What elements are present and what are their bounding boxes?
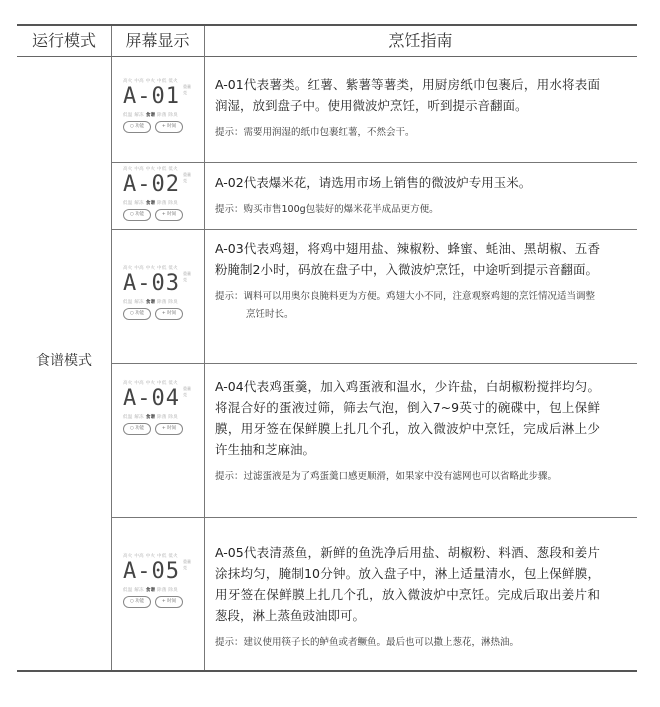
- display-top-labels: 高火 中高 中火 中低 低火: [123, 554, 178, 559]
- display-time-button: + 时间: [155, 209, 183, 221]
- table-header-rule: [17, 56, 637, 57]
- mode-label: 食谱模式: [36, 353, 92, 369]
- display-code: A-01: [123, 84, 180, 109]
- display-row-4: [123, 380, 191, 440]
- guide-tip: 提示：购买市售100g包装好的爆米花半成品更方便。: [215, 204, 439, 215]
- guide-tip: 提示：过滤蛋液是为了鸡蛋羹口感更顺滑，如果家中没有滤网也可以省略此步骤。: [215, 471, 558, 482]
- guide-text: A-04代表鸡蛋羹，加入鸡蛋液和温水，少许盐，白胡椒粉搅拌均匀。将混合好的蛋液过筛，筛去气泡，倒入7~9英寸的碗碟中，包上保鲜膜，用牙签在保鲜膜上扎几个孔，放入微波炉中烹饪，完成后淋上少许生抽和芝麻油。: [215, 379, 600, 457]
- guide-text: A-03代表鸡翅，将鸡中翅用盐、辣椒粉、蜂蜜、蚝油、黑胡椒、五香粉腌制2小时，码放在盘子中，入微波炉烹饪，中途听到提示音翻面。: [215, 241, 600, 277]
- column-divider-1: [111, 26, 112, 670]
- display-bottom-labels: 低温 解冻 食谱 除菌 除臭: [123, 415, 178, 420]
- display-row-3: [123, 265, 191, 325]
- guide-row-3: [215, 238, 600, 324]
- display-code: A-03: [123, 271, 180, 296]
- guide-row-1: [215, 74, 600, 142]
- display-function-button: ○ 功能: [123, 121, 151, 133]
- display-row-2: [123, 166, 191, 226]
- display-code: A-04: [123, 386, 180, 411]
- guide-row-2: [215, 172, 600, 219]
- row-divider-2: [111, 229, 637, 230]
- header-mode: 运行模式: [31, 31, 96, 50]
- header-screen: 屏幕显示: [125, 31, 190, 50]
- display-top-labels: 高火 中高 中火 中低 低火: [123, 167, 178, 172]
- display-top-labels: 高火 中高 中火 中低 低火: [123, 79, 178, 84]
- row-divider-1: [111, 162, 637, 163]
- display-row-5: [123, 553, 191, 613]
- display-function-button: ○ 功能: [123, 596, 151, 608]
- column-divider-2: [204, 26, 205, 670]
- display-code: A-02: [123, 172, 180, 197]
- display-function-button: ○ 功能: [123, 308, 151, 320]
- guide-tip: 提示：建议使用筷子长的鲈鱼或者鳜鱼。最后也可以撒上葱花，淋热油。: [215, 637, 520, 648]
- display-bottom-labels: 低温 解冻 食谱 除菌 除臭: [123, 201, 178, 206]
- display-bottom-labels: 低温 解冻 食谱 除菌 除臭: [123, 113, 178, 118]
- display-time-button: + 时间: [155, 596, 183, 608]
- header-guide: 烹饪指南: [388, 31, 453, 50]
- display-top-labels: 高火 中高 中火 中低 低火: [123, 266, 178, 271]
- guide-tip: 提示：需要用润湿的纸巾包裹红薯，不然会干。: [215, 127, 415, 138]
- guide-text: A-01代表薯类。红薯、紫薯等薯类，用厨房纸巾包裹后，用水将表面润湿，放到盘子中。使用微波炉烹饪，听到提示音翻面。: [215, 77, 600, 113]
- display-time-button: + 时间: [155, 308, 183, 320]
- display-row-1: [123, 78, 191, 138]
- display-code: A-05: [123, 559, 180, 584]
- display-time-button: + 时间: [155, 121, 183, 133]
- display-bottom-labels: 低温 解冻 食谱 除菌 除臭: [123, 300, 178, 305]
- table-bottom-rule: [17, 670, 637, 672]
- guide-row-5: [215, 542, 600, 652]
- guide-row-4: [215, 376, 600, 486]
- row-divider-4: [111, 517, 637, 518]
- guide-text: A-02代表爆米花，请选用市场上销售的微波炉专用玉米。: [215, 175, 532, 190]
- display-function-button: ○ 功能: [123, 423, 151, 435]
- display-side-labels: 重量 克: [183, 559, 191, 570]
- display-side-labels: 重量 克: [183, 172, 191, 183]
- guide-text: A-05代表清蒸鱼，新鲜的鱼洗净后用盐、胡椒粉、料酒、葱段和姜片涂抹均匀，腌制10分钟。放入盘子中，淋上适量清水，包上保鲜膜，用牙签在保鲜膜上扎几个孔，放入微波炉中烹饪。完成后取出姜片和葱段，淋上蒸鱼豉油即可。: [215, 545, 600, 623]
- display-top-labels: 高火 中高 中火 中低 低火: [123, 381, 178, 386]
- display-time-button: + 时间: [155, 423, 183, 435]
- display-side-labels: 重量 克: [183, 84, 191, 95]
- row-divider-3: [111, 363, 637, 364]
- guide-tip: 提示：调料可以用奥尔良腌料更为方便。鸡翅大小不同，注意观察鸡翅的烹饪情况适当调整烹饪时长。: [215, 291, 596, 320]
- display-bottom-labels: 低温 解冻 食谱 除菌 除臭: [123, 588, 178, 593]
- display-side-labels: 重量 克: [183, 271, 191, 282]
- display-side-labels: 重量 克: [183, 386, 191, 397]
- display-function-button: ○ 功能: [123, 209, 151, 221]
